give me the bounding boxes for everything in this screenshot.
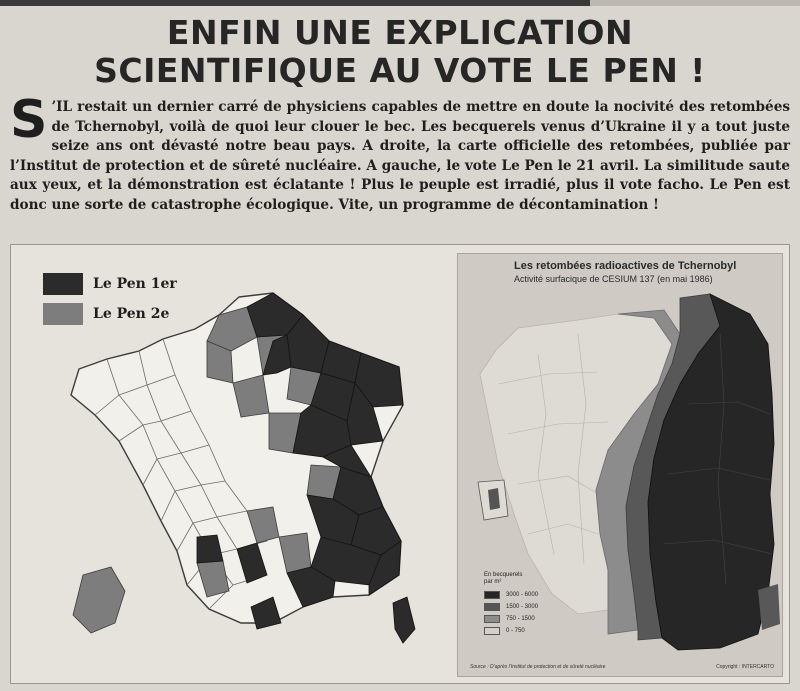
map-subtitle: Activité surfacique de CESIUM 137 (en mai 1986): [514, 274, 713, 284]
legend-swatch-black: [43, 273, 83, 295]
cesium-legend-item: [484, 626, 538, 635]
cesium-swatch-3000-6000: [484, 591, 500, 599]
cesium-swatch-750-1500: [484, 615, 500, 623]
headline-line-2: SCIENTIFIQUE AU VOTE LE PEN !: [94, 51, 706, 90]
cesium-legend-item: [484, 614, 538, 623]
cesium-legend-title: [484, 572, 538, 586]
cesium-legend-item: [484, 602, 538, 611]
map-copyright: Copyright : INTERCARTO: [716, 664, 774, 670]
lede-text: ’IL restait un dernier carré de physiciens capables de mettre en doute la nocivité des retombées de Tchernobyl, voilà de quoi leur clouer le bec. Les becquerels venus d’Ukraine il y a tout juste seize ans ont dévasté notre beau pays. A droite, la carte officielle des retombées, publiée par l’Institut de protection et de sûreté nucléaire. A gauche, le vote Le Pen le 21 avril. La similitude saute aux yeux, et la démonstration est éclatante ! Plus le peuple est irradié, plus il vote facho. Le Pen est donc une sorte de catastrophe écologique. Vite, un programme de décontamination !: [10, 99, 790, 213]
drop-cap: S: [10, 90, 48, 150]
cesium-legend-title-1: En becquerels: [484, 572, 523, 578]
chernobyl-fallout-map: [457, 253, 783, 677]
cesium-legend-label: 750 - 1500: [506, 615, 535, 622]
cesium-legend-item: [484, 590, 538, 599]
legend-label-le-pen-1er: Le Pen 1er: [93, 276, 177, 292]
cesium-legend-label: 0 - 750: [506, 627, 525, 634]
le-pen-legend: [43, 273, 177, 333]
top-rule: [0, 0, 800, 6]
legend-item-le-pen-2e: [43, 303, 177, 325]
map-source: Source : D’après l’Institut de protection et de sûreté nucléaire: [470, 664, 606, 670]
headline-line-1: ENFIN UNE EXPLICATION: [166, 13, 634, 52]
cesium-legend-label: 3000 - 6000: [506, 591, 539, 598]
map-title: Les retombées radioactives de Tchernobyl: [514, 260, 737, 272]
lede-paragraph: [10, 90, 790, 216]
legend-label-le-pen-2e: Le Pen 2e: [93, 306, 170, 322]
map-comparison-figure: [10, 244, 790, 684]
cesium-swatch-1500-3000: [484, 603, 500, 611]
cesium-legend-label: 1500 - 3000: [506, 603, 539, 610]
cesium-legend-title-2: par m²: [484, 579, 502, 585]
legend-item-le-pen-1er: [43, 273, 177, 295]
legend-swatch-grey: [43, 303, 83, 325]
headline: [20, 14, 780, 90]
le-pen-vote-map: [11, 245, 451, 683]
cesium-legend: [484, 572, 538, 638]
cesium-swatch-0-750: [484, 627, 500, 635]
